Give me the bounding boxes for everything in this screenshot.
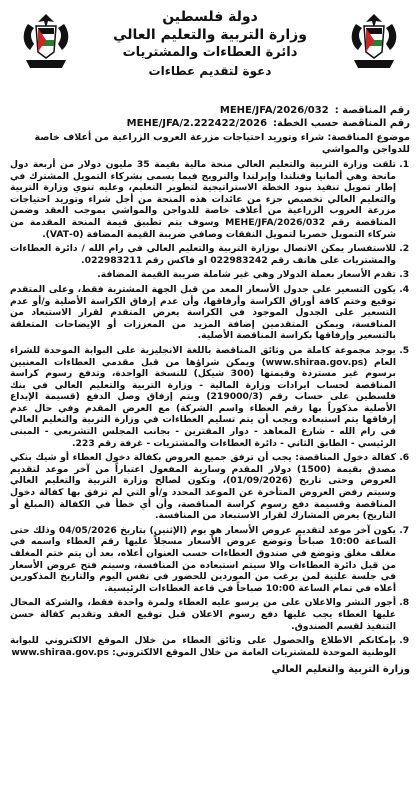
tender-number-label: رقم المناقصة : (334, 105, 410, 116)
list-item: 6. كفالة دخول المناقصة: يجب أن ترفق جميع العروض بكفالة دخول العطاء أو شيك بنكي مصدق بقيمة (1500) دولار المقدم وسارية المفعول اعتباراً من آخر موعد لتقديم العروض وحتى تاريخ (01/09/2026)، وتكون لصالح وزارة التربية والتعليم العالي وسيتم رفض العروض المتأخرة عن الموعد المحدد و/أو التي لم ترفق بها كفالة دخول المناقصة وقسيمة دفع رسوم كراسة المناقصة، وأن أي خطأ في الكفالة (المبلغ أو التاريخ) يعرض المشارك لقرار الاستبعاد من المنافسة. (10, 452, 396, 522)
documents-text: بإمكانكم الاطلاع والحصول على وثائق العطاء من خلال الموقع الالكتروني للبوابة الوطنية الموحدة للمشتريات العامة من خلال الموقع الالكتروني: (10, 635, 396, 658)
signature-ministry: وزارة التربية والتعليم العالي (271, 664, 410, 676)
country-title: دولة فلسطين (162, 9, 258, 25)
list-item: 5. يوجد مجموعة كاملة من وثائق المناقصة باللغة الانجليزية على البوابة الموحدة للشراء العام (www.shiraa.gov.ps) ويمكن شراؤها من قبل مقدمي العطاءات المعنيين برسوم غير مستردة وقيمتها (300 شيكل) للنسخة الواحدة، وتدفع رسوم كراسة المناقصة لحساب ايرادات وزارة المالية - وزارة التربية والتعليم العالي في بنك فلسطين على حساب رقم (219000/3) ويتم إرفاق وصل الدفع (قسيمة الإيداع الأصلية مذكوراً بها رقم العطاء واسم الشركة) مع العرض المقدم وفي حال عدم إرفاقها يتم استبعاده ويجب أن يتم تسليم العطاءات في وزارة التربية والتعليم العالي في رام الله - شارع المعاهد - دوار المقترين - بجانب المجلس التشريعي - المبنى الرئيسي - الطابق الثاني - دائرة العطاءات والمشتريات - غرفة رقم 223. (10, 345, 396, 449)
palestine-emblem-icon (18, 10, 74, 76)
tender-meta (10, 104, 410, 130)
list-item: 7. يكون آخر موعد لتقديم عروض الأسعار هو يوم (الإثنين) بتاريخ 04/05/2026 وذلك حتى الساعة 10:00 صباحاً وتوضع عروض الأسعار مسجلاً عليها رقم العطاء واسمه في مغلف مغلق وتوضع في صندوق العطاءات حسب العنوان أعلاه، بعد أن يتم ختم المغلف من قبل دائرة العطاءات والا سيتم استبعاده من المنافسة، وسيتم فتح عروض الأسعار في جلسة علنية لمن يرغب من الموردين للحضور في نفس اليوم والتاريخ المذكورين أعلاه في تمام الساعة 10:00 صباحاً في قاعة العطاءات الرئيسية. (10, 525, 396, 595)
ministry-title: وزارة التربية والتعليم العالي (113, 27, 307, 43)
list-item: 2. للاستفسار يمكن الاتصال بوزارة التربية والتعليم العالي في رام الله / دائرة العطاءات والمشتريات على هاتف رقم 022983242 او فاكس رقم 022983211. (10, 243, 396, 266)
tender-subject: موضوع المناقصة: شراء وتوريد احتياجات مزرعة العروب الزراعية من أعلاف خاصة للدواجن والمواشي (34, 132, 410, 155)
list-item: 1. تلقت وزارة التربية والتعليم العالي منحة مالية بقيمة 35 مليون دولار من أربعة دول مانحة وهي ألمانيا وفنلندا وإيرلندا والنرويج فيما يسمى بشركاء التمويل المشترك في إطار تمويل تنفيذ بنود الخطة الاستراتيجية لتطوير التعليم، وعليه تنوي وزارة التربية والتعليم العالي تخصيص جزء من عائدات هذه المنحة من أجل شراء وتوريد احتياجات مزرعة العروب الزراعية من أعلاف خاصة للدواجن والمواشي بموجب العقد وضمن المناقصة رقم MEHE/JFA/2026/032 وسوف يتم تطبيق قيمة المنحة المقدمة من شركاء التمويل حصريا لتمويل النفقات وصافي ضريبة القيمة المضافة (0-VAT). (10, 159, 396, 240)
list-item: 8. أجور النشر والاعلان على من يرسو عليه العطاء ولمرة واحدة فقط، والشركة المحال عليها العطاء يجب عليها دفع رسوم الاعلان قبل توقيع العقد وتقديم كفالة حسن التنفيذ لقسم الصندوق. (10, 597, 396, 632)
document-header (10, 6, 410, 102)
list-item: 3. تقدم الأسعار بعملة الدولار وهي غير شاملة ضريبة القيمة المضافة. (10, 269, 396, 281)
list-item: 4. يكون التسعير على جدول الأسعار المعد من قبل الجهة المشترية فقط، وعلى المتقدم توقيع وختم كافة أوراق الكراسة وأرفاقها، وأن عدم إرفاق الكراسة الأصلية و/أو عدم التسعير على الجدول الموجود في الكراسة يعرض المتقدم لقرار الاستبعاد من المنافسة، ويمكن المتقدمين إضافة المزيد من المعززات أو الإيضاحات المتعلقة بالتسعير وإرفاقها بكراسة المناقصة الأصلية. (10, 284, 396, 342)
announcement-title: دعوة لتقديم عطاءات (148, 64, 272, 78)
terms-list (10, 159, 410, 658)
plan-number-label: رقم المناقصة حسب الخطة: (273, 118, 410, 129)
plan-number-value: MEHE/JFA/2.222422/2026 (126, 118, 268, 129)
website-link[interactable]: www.shiraa.gov.ps (11, 646, 109, 658)
tender-number-value: MEHE/JFA/2026/032 (219, 105, 329, 116)
list-item (10, 635, 396, 658)
palestine-emblem-icon (346, 10, 402, 76)
department-title: دائرة العطاءات والمشتريات (122, 45, 298, 60)
